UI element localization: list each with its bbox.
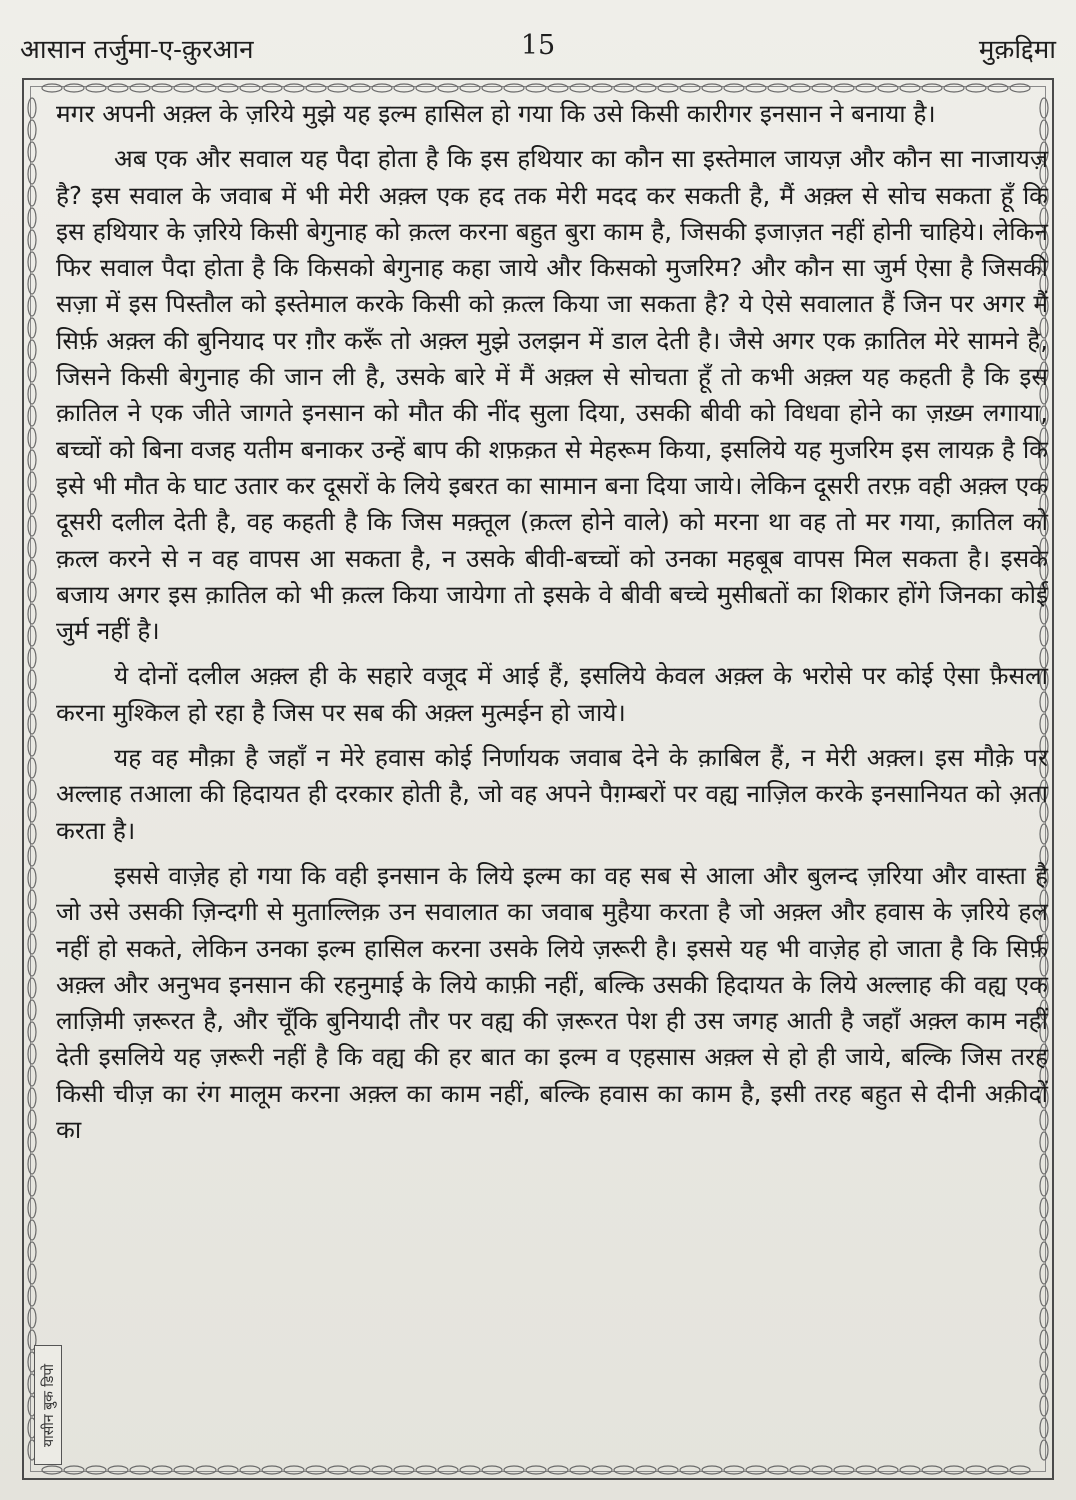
page-number: 15 [520, 30, 556, 61]
body-text [56, 96, 1048, 1157]
paragraph-2: अब एक और सवाल यह पैदा होता है कि इस हथियार का कौन सा इस्तेमाल जायज़ और कौन सा नाजायज़ है? इस सवाल के जवाब में भी मेरी अक़्ल एक हद तक मेरी मदद कर सकती है, मैं अक़्ल से सोच सकता हूँ कि इस हथियार के ज़रिये किसी बेगुनाह को क़त्ल करना बहुत बुरा काम है, जिसकी इजाज़त नहीं होनी चाहिये। लेकिन फिर सवाल पैदा होता है कि किसको बेगुनाह कहा जाये और किसको मुजरिम? और कौन सा जुर्म ऐसा है जिसकी सज़ा में इस पिस्तौल को इस्तेमाल करके किसी को क़त्ल किया जा सकता है? ये ऐसे सवालात हैं जिन पर अगर मैं सिर्फ़ अक़्ल की बुनियाद पर ग़ौर करूँ तो अक़्ल मुझे उलझन में डाल देती है। जैसे अगर एक क़ातिल मेरे सामने है, जिसने किसी बेगुनाह की जान ली है, उसके बारे में मैं अक़्ल से सोचता हूँ तो कभी अक़्ल यह कहती है कि इस क़ातिल ने एक जीते जागते इनसान को मौत की नींद सुला दिया, उसकी बीवी को विधवा होने का ज़ख़्म लगाया, बच्चों को बिना वजह यतीम बनाकर उन्हें बाप की शफ़क़त से मेहरूम किया, इसलिये यह मुजरिम इस लायक़ है कि इसे भी मौत के घाट उतार कर दूसरों के लिये इबरत का सामान बना दिया जाये। लेकिन दूसरी तरफ़ वही अक़्ल एक दूसरी दलील देती है, वह कहती है कि जिस मक़्तूल (क़त्ल होने वाले) को मरना था वह तो मर गया, क़ातिल को क़त्ल करने से न वह वापस आ सकता है, न उसके बीवी-बच्चों को उनका महबूब वापस मिल सकता है। इसके बजाय अगर इस क़ातिल को भी क़त्ल किया जायेगा तो इसके वे बीवी बच्चे मुसीबतों का शिकार होंगे जिनका कोई जुर्म नहीं है। [56, 144, 1048, 646]
paragraph-1: मगर अपनी अक़्ल के ज़रिये मुझे यह इल्म हासिल हो गया कि उसे किसी कारीगर इनसान ने बनाया है। [56, 99, 936, 128]
paragraph-5: इससे वाज़ेह हो गया कि वही इनसान के लिये इल्म का वह सब से आला और बुलन्द ज़रिया और वास्ता है जो उसे उसकी ज़िन्दगी से मुताल्लिक़ उन सवालात का जवाब मुहैया करता है जो अक़्ल और हवास के ज़रिये हल नहीं हो सकते, लेकिन उनका इल्म हासिल करना उसके लिये ज़रूरी है। इससे यह भी वाज़ेह हो जाता है कि सिर्फ़ अक़्ल और अनुभव इनसान की रहनुमाई के लिये काफ़ी नहीं, बल्कि उसकी हिदायत के लिये अल्लाह की वह्य एक लाज़िमी ज़रूरत है, और चूँकि बुनियादी तौर पर वह्य की ज़रूरत पेश ही उस जगह आती है जहाँ अक़्ल काम नहीं देती इसलिये यह ज़रूरी नहीं है कि वह्य की हर बात का इल्म व एहसास अक़्ल से हो ही जाये, बल्कि जिस तरह किसी चीज़ का रंग मालूम करना अक़्ल का काम नहीं, बल्कि हवास का काम है, इसी तरह बहुत से दीनी अक़ीदों का [56, 860, 1048, 1145]
publisher-stamp [34, 1345, 62, 1465]
running-header [20, 30, 1056, 70]
paragraph-4: यह वह मौक़ा है जहाँ न मेरे हवास कोई निर्णायक जवाब देने के क़ाबिल हैं, न मेरी अक़्ल। इस मौक़े पर अल्लाह तआला की हिदायत ही दरकार होती है, जो वह अपने पैग़म्बरों पर वह्य नाज़िल करके इनसानियत को अ़ता करता है। [56, 743, 1048, 845]
book-title: आसान तर्जुमा-ए-क़ुरआन [20, 35, 254, 65]
paragraph-3: ये दोनों दलील अक़्ल ही के सहारे वजूद में आई हैं, इसलिये केवल अक़्ल के भरोसे पर कोई ऐसा फ़ैसला करना मुश्किल हो रहा है जिस पर सब की अक़्ल मुत्मईन हो जाये। [56, 661, 1048, 727]
publisher-name: यासीन बुक डिपो [40, 1363, 57, 1447]
chapter-title: मुक़द्दिमा [978, 35, 1056, 65]
